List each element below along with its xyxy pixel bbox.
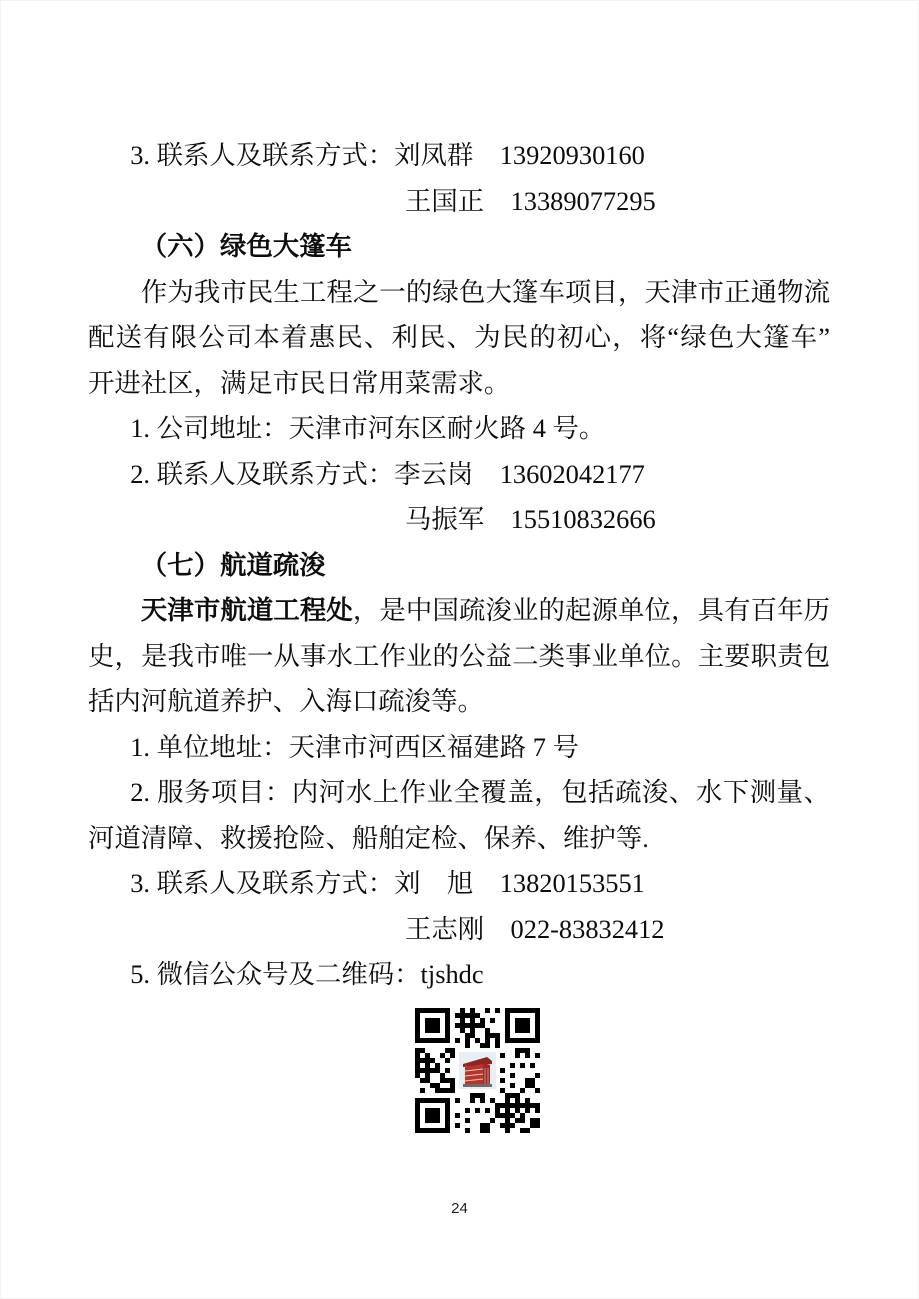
- service-line: 2. 服务项目：内河水上作业全覆盖，包括疏浚、水下测量、: [130, 777, 830, 807]
- contact-line-wangguozheng: 王国正 13389077295: [405, 185, 656, 216]
- paragraph-text: ，是中国疏浚业的起源单位，具有百年历: [352, 595, 831, 625]
- section-heading-6: （六）绿色大篷车: [140, 231, 352, 261]
- contact-line-liyungang: 2. 联系人及联系方式：李云岗 13602042177: [130, 458, 645, 489]
- paragraph-line: 作为我市民生工程之一的绿色大篷车项目，天津市正通物流: [140, 276, 830, 307]
- qr-center-logo: [457, 1050, 498, 1091]
- org-name-bold: 天津市航道工程处: [140, 595, 353, 625]
- paragraph-line: 括内河航道养护、入海口疏浚等。: [88, 686, 484, 716]
- section-heading-7: （七）航道疏浚: [140, 549, 326, 580]
- service-line-cont: 河道清障、救援抢险、船舶定检、保养、维护等.: [88, 822, 649, 853]
- wechat-line: 5. 微信公众号及二维码：tjshdc: [130, 959, 484, 989]
- contact-line-liuxu: 3. 联系人及联系方式：刘 旭 13820153551: [130, 868, 645, 898]
- contact-line-liufengqun: 3. 联系人及联系方式：刘凤群 13920930160: [130, 140, 645, 170]
- contact-line-mazhenjun: 马振军 15510832666: [405, 504, 656, 534]
- page-number: 24: [451, 1200, 468, 1217]
- building-photo-icon: [459, 1052, 496, 1089]
- qr-code: [415, 1008, 540, 1133]
- paragraph-line: [88, 588, 830, 634]
- document-body: [88, 0, 830, 1133]
- address-line-company: 1. 公司地址：天津市河东区耐火路 4 号。: [130, 413, 606, 443]
- paragraph-line: 配送有限公司本着惠民、利民、为民的初心，将“绿色大篷车”: [88, 322, 830, 352]
- paragraph-line: 开进社区，满足市民日常用菜需求。: [88, 367, 511, 398]
- paragraph-line: 史，是我市唯一从事水工作业的公益二类事业单位。主要职责包: [88, 640, 830, 671]
- contact-line-wangzhigang: 王志刚 022-83832412: [405, 913, 665, 944]
- address-line-unit: 1. 单位地址：天津市河西区福建路 7 号: [130, 731, 579, 762]
